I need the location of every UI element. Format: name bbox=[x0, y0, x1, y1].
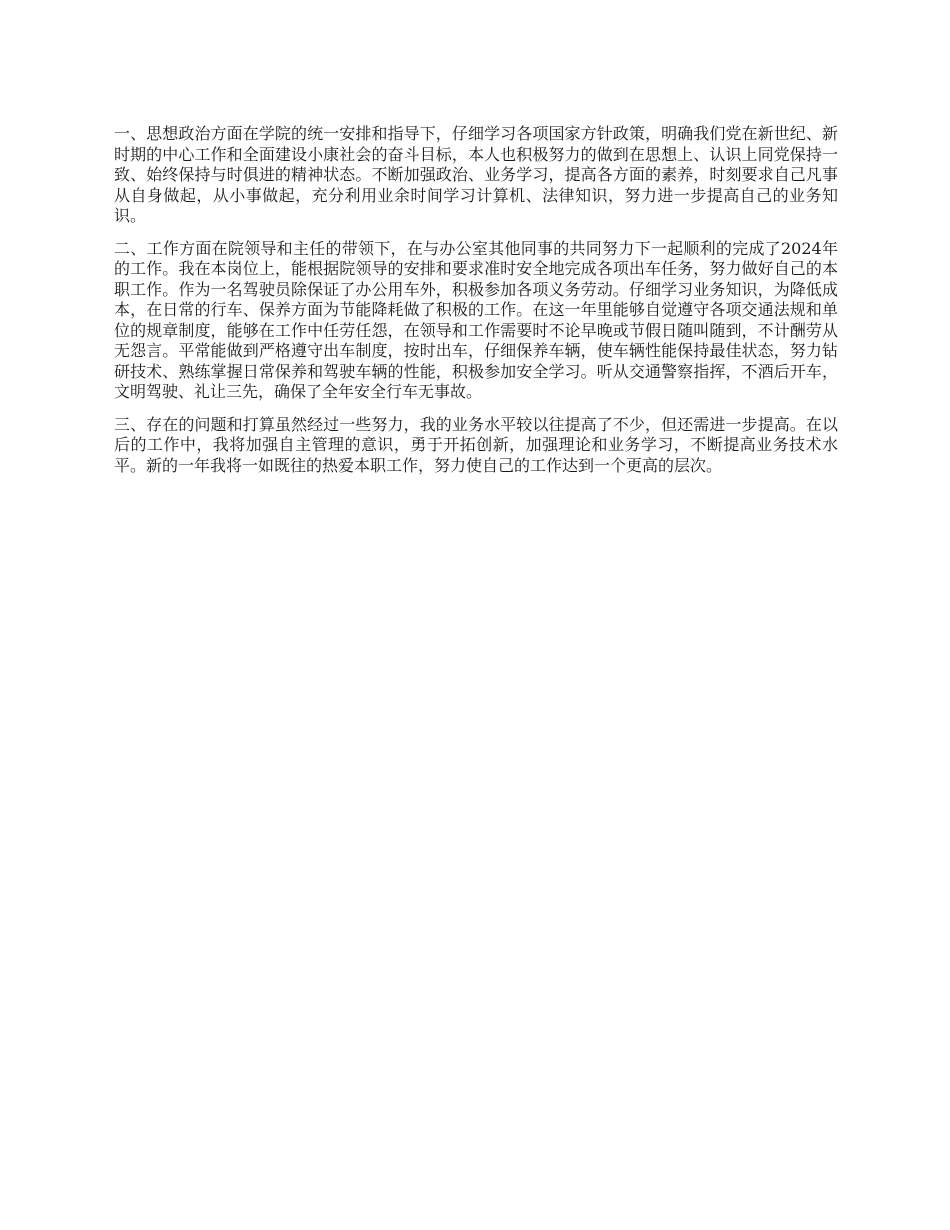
paragraph-political: 一、思想政治方面在学院的统一安排和指导下，仔细学习各项国家方针政策，明确我们党在新世纪、新时期的中心工作和全面建设小康社会的奋斗目标，本人也积极努力的做到在思想上、认识上同党保持一致、始终保持与时俱进的精神状态。不断加强政治、业务学习，提高各方面的素养，时刻要求自己凡事从自身做起，从小事做起，充分利用业余时间学习计算机、法律知识，努力进一步提高自己的业务知识。 bbox=[114, 124, 838, 225]
document-body bbox=[114, 124, 838, 488]
paragraph-plans: 三、存在的问题和打算虽然经过一些努力，我的业务水平较以往提高了不少，但还需进一步提高。在以后的工作中，我将加强自主管理的意识，勇于开拓创新，加强理论和业务学习，不断提高业务技术水平。新的一年我将一如既往的热爱本职工作，努力使自己的工作达到一个更高的层次。 bbox=[114, 414, 838, 475]
paragraph-work: 二、工作方面在院领导和主任的带领下，在与办公室其他同事的共同努力下一起顺利的完成了2024年的工作。我在本岗位上，能根据院领导的安排和要求准时安全地完成各项出车任务，努力做好自己的本职工作。作为一名驾驶员除保证了办公用车外，积极参加各项义务劳动。仔细学习业务知识，为降低成本，在日常的行车、保养方面为节能降耗做了积极的工作。在这一年里能够自觉遵守各项交通法规和单位的规章制度，能够在工作中任劳任怨，在领导和工作需要时不论早晚或节假日随叫随到，不计酬劳从无怨言。平常能做到严格遵守出车制度，按时出车，仔细保养车辆，使车辆性能保持最佳状态，努力钻研技术、熟练掌握日常保养和驾驶车辆的性能，积极参加安全学习。听从交通警察指挥，不酒后开车，文明驾驶、礼让三先，确保了全年安全行车无事故。 bbox=[114, 238, 838, 401]
